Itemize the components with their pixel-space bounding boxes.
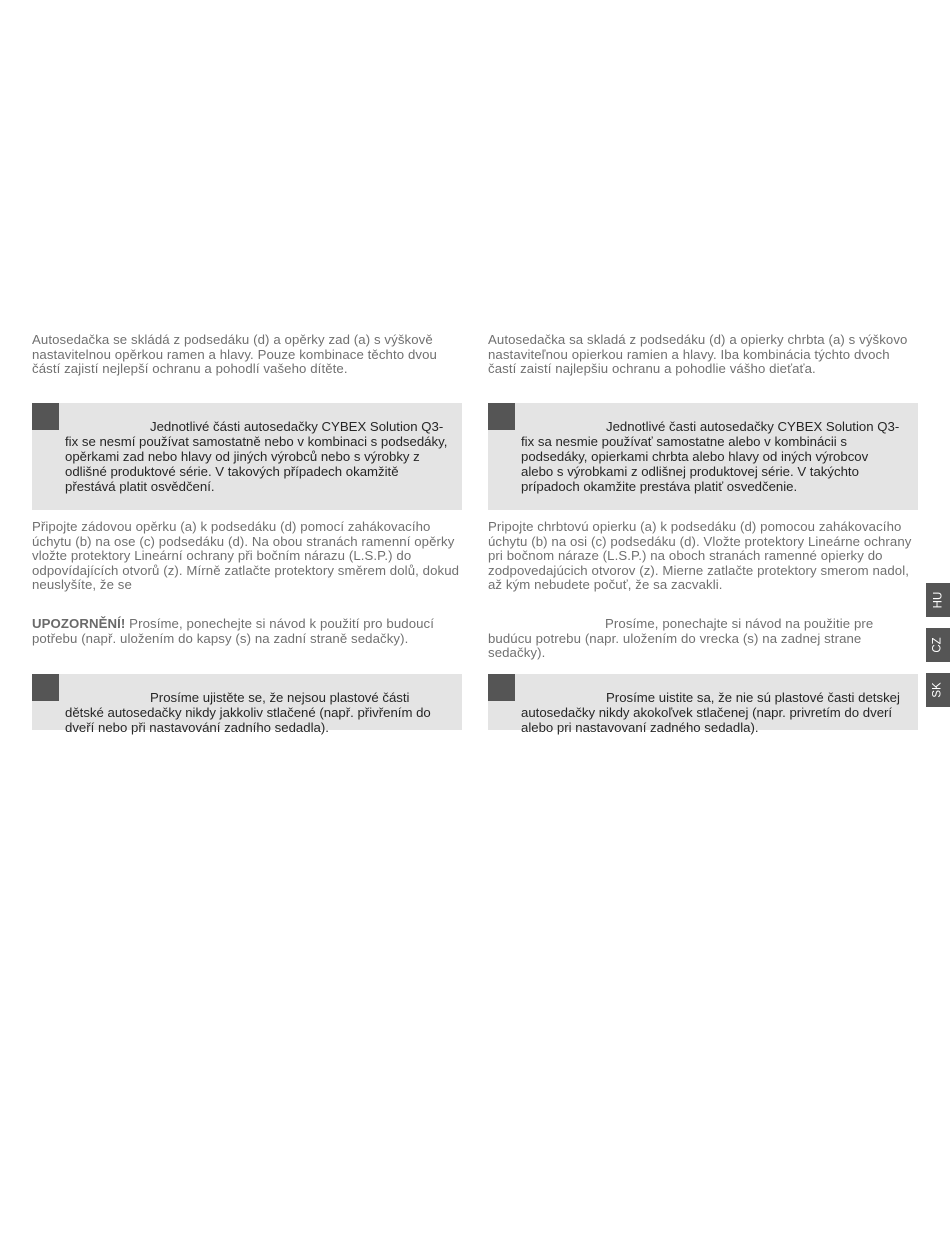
warning-label: UPOZORNĚNÍ!	[32, 616, 126, 631]
notice-box	[32, 403, 462, 510]
warning-paragraph	[32, 617, 462, 646]
warning-paragraph	[488, 617, 918, 661]
assembly-paragraph: Pripojte chrbtovú opierku (a) k podsedáku (d) pomocou zahákovacího úchytu (b) na osi (c) podsedáku (d). Vložte protektory Lineárne ochrany pri bočnom náraze (L.S.P.) na oboch stranách ramenné opierky do zodpovedajúcich otvorov (z). Mierne zatlačte protektory smerom nadol, až kým nebudete počuť, že sa zacvakli.	[488, 519, 912, 593]
warning-text: Prosíme, ponechajte si návod na použitie pre budúcu potrebu (napr. uložením do vrecka (s) na zadnej strane sedačky).	[488, 616, 874, 661]
notice-marker-icon	[488, 674, 515, 701]
notice-marker-icon	[488, 403, 515, 430]
notice-text: Jednotlivé časti autosedačky CYBEX Solution Q3-fix sa nesmie používať samostatne alebo v kombinácii s podsedáky, opierkami chrbta alebo hlavy od iných výrobcov alebo s výrobkami z odlišnej produktovej série. V takýchto prípadoch okamžite prestáva platiť osvedčenie.	[521, 419, 900, 494]
tab-hu[interactable]	[926, 583, 950, 617]
notice-text: Prosíme uistite sa, že nie sú plastové časti detskej autosedačky nikdy akokoľvek stlačenej (napr. privretím do dverí alebo pri nastavovaní zadného sedadla).	[521, 690, 900, 735]
tab-label: HU	[932, 591, 944, 609]
warning-text: Prosíme, ponechejte si návod k použití pro budoucí potřebu (např. uložením do kapsy (s) na zadní straně sedačky).	[32, 616, 435, 646]
assembly-paragraph: Připojte zádovou opěrku (a) k podsedáku (d) pomocí zahákovacího úchytu (b) na ose (c) podsedáku (d). Na obou stranách ramenní opěrky vložte protektory Lineární ochrany při bočním nárazu (L.S.P.) do odpovídajících otvorů (z). Mírně zatlačte protektory směrem dolů, dokud neuslyšíte, že se	[32, 519, 460, 593]
tab-cz[interactable]	[926, 628, 950, 662]
notice-text: Jednotlivé části autosedačky CYBEX Solution Q3-fix se nesmí používat samostatně nebo v kombinaci s podsedáky, opěrkami zad nebo hlavy od jiných výrobců nebo s výrobky z odlišné produktové série. V takových případech okamžitě přestává platit osvědčení.	[65, 419, 448, 494]
intro-paragraph: Autosedačka se skládá z podsedáku (d) a opěrky zad (a) s výškově nastavitelnou opěrkou ramen a hlavy. Pouze kombinace těchto dvou částí zajistí nejlepší ochranu a pohodlí vašeho dítěte.	[32, 332, 437, 377]
notice-box	[488, 403, 918, 510]
intro-paragraph: Autosedačka sa skladá z podsedáku (d) a opierky chrbta (a) s výškovo nastaviteľnou opierkou ramien a hlavy. Iba kombinácia týchto dvoch častí zaistí najlepšiu ochranu a pohodlie vášho dieťaťa.	[488, 332, 908, 377]
notice-marker-icon	[32, 674, 59, 701]
tab-label: CZ	[932, 637, 944, 653]
notice-text: Prosíme ujistěte se, že nejsou plastové části dětské autosedačky nikdy jakkoliv stlačené (např. přivřením do dveří nebo při nastavování zadního sedadla).	[65, 690, 431, 735]
tab-label: SK	[932, 682, 944, 698]
notice-box	[488, 674, 918, 735]
notice-marker-icon	[32, 403, 59, 430]
notice-box	[32, 674, 462, 735]
tab-sk[interactable]	[926, 673, 950, 707]
